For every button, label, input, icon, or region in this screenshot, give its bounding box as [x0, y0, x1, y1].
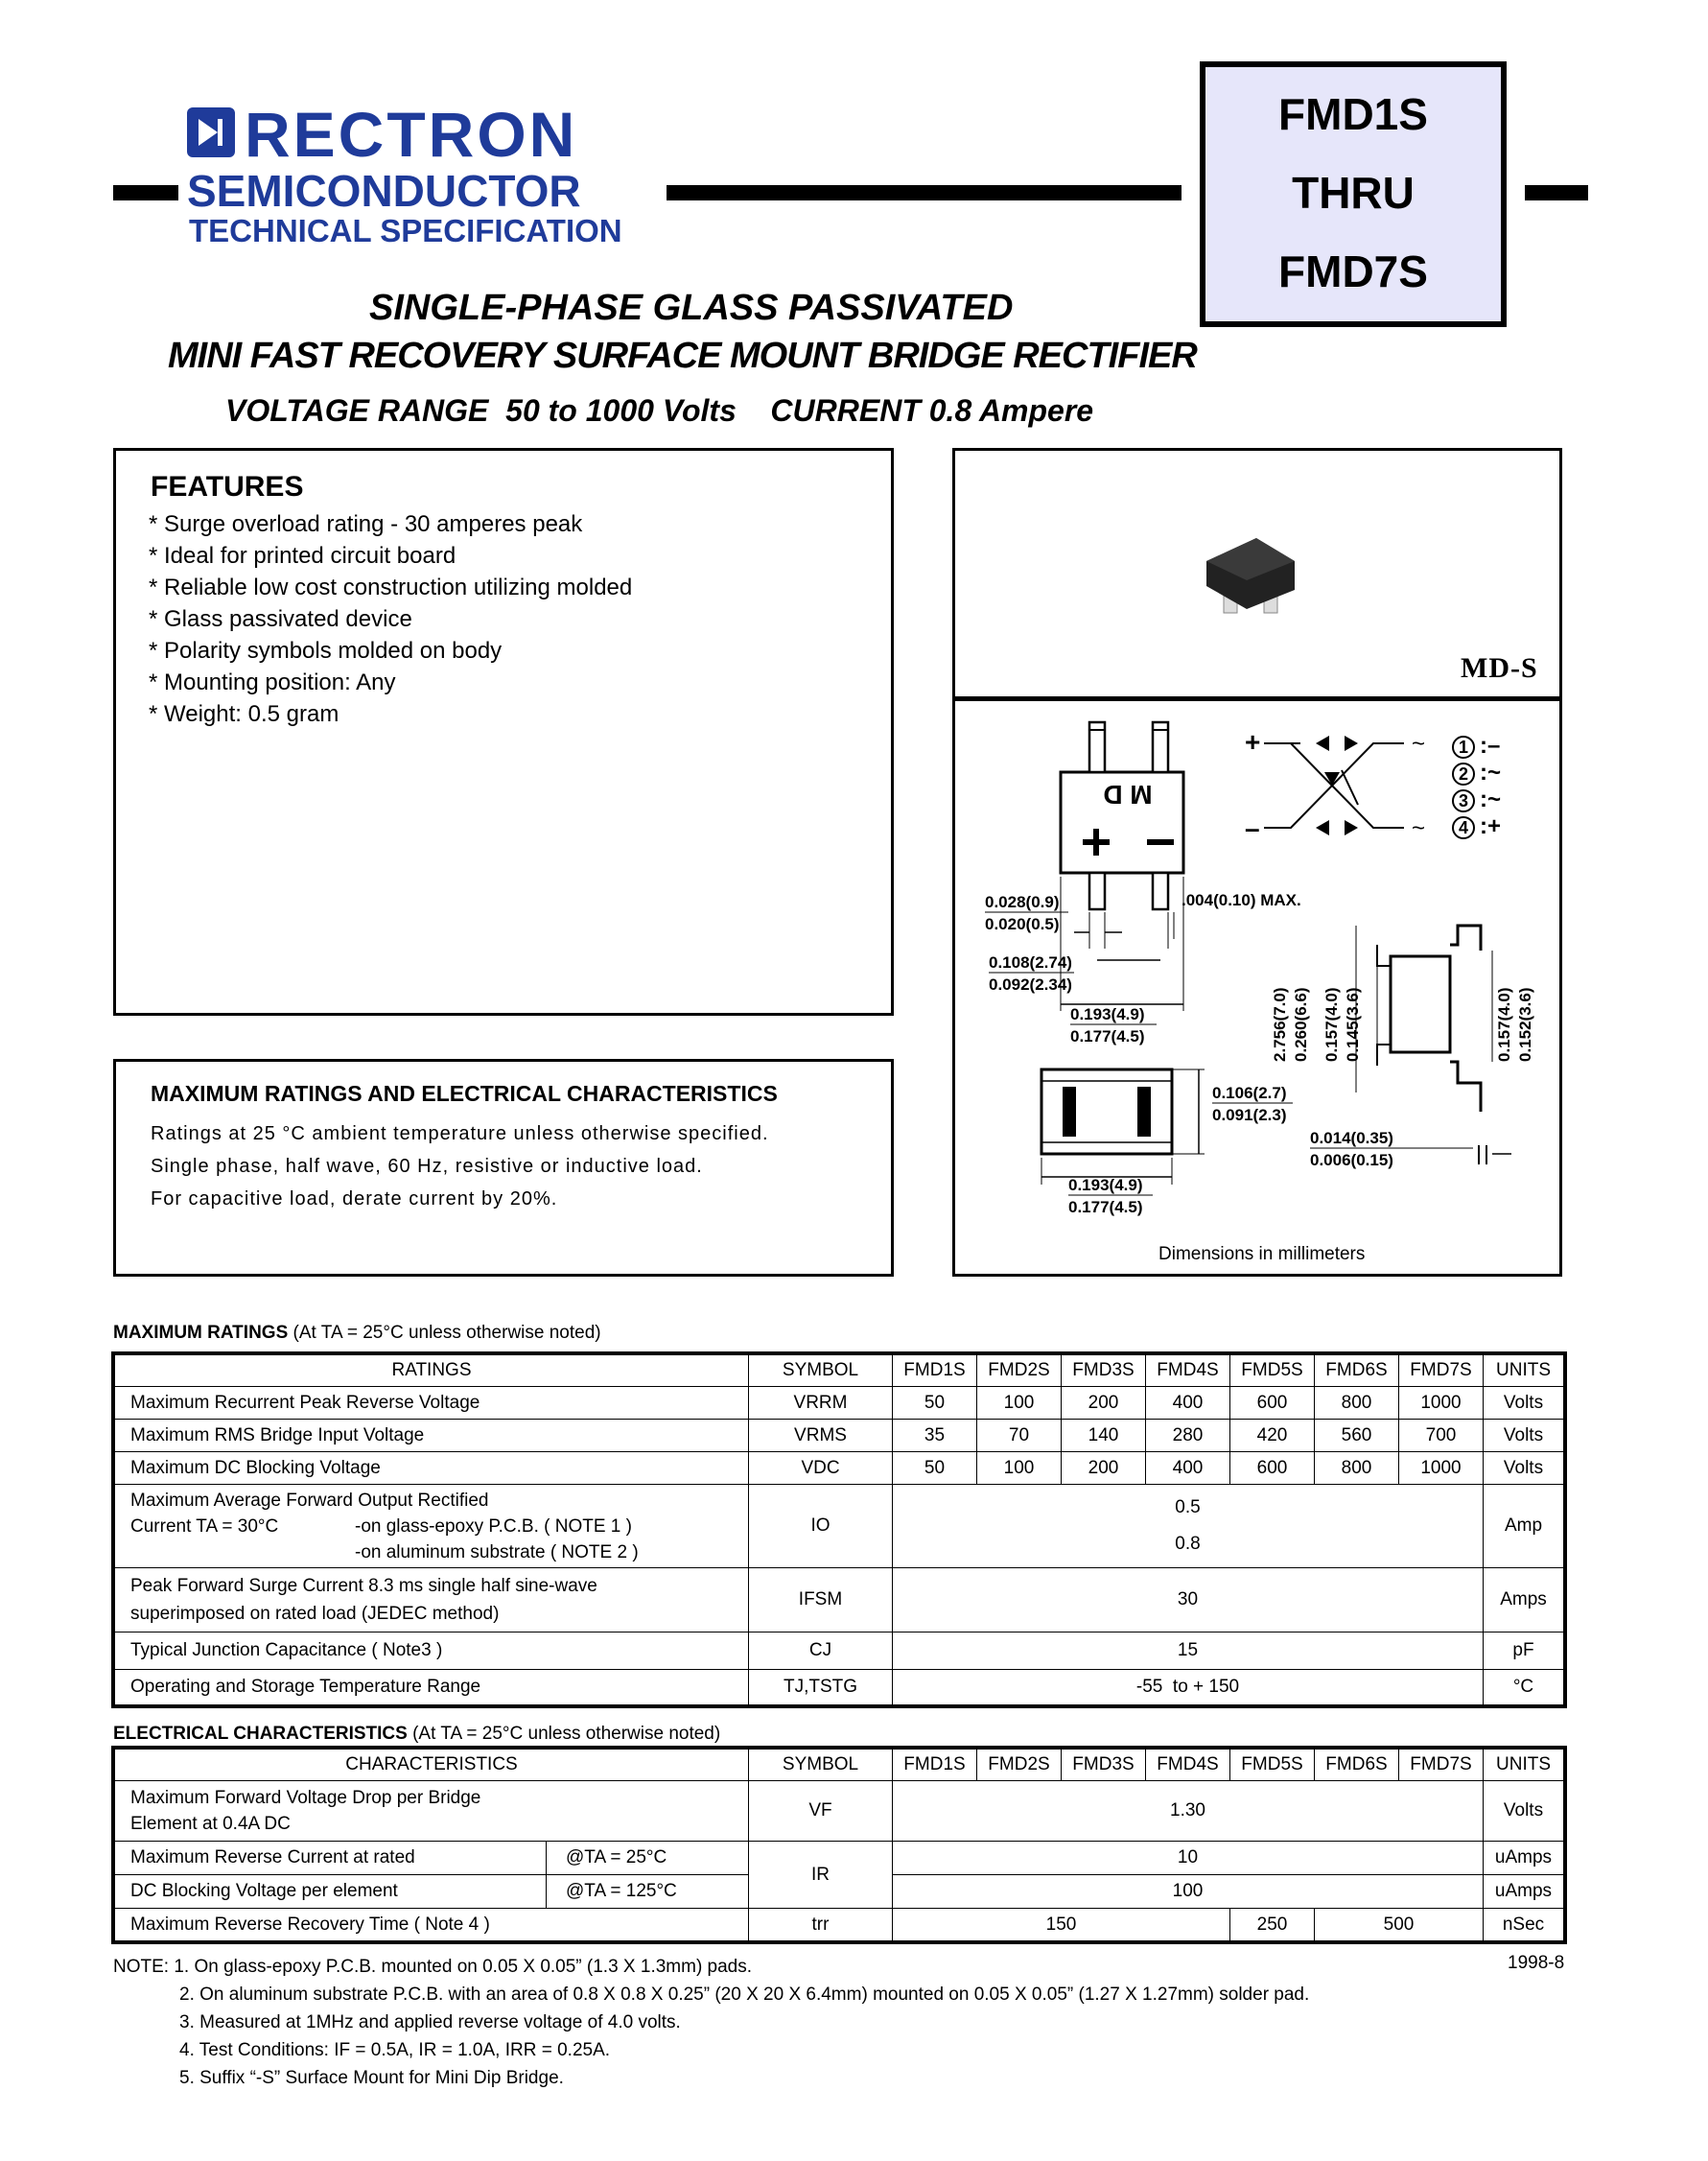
electrical-table: [114, 1749, 1564, 1941]
note-line: 4. Test Conditions: IF = 0.5A, IR = 1.0A, IRR = 0.25A.: [179, 2040, 611, 2060]
cell-value: 35: [893, 1420, 977, 1452]
header-rule-right: [1525, 185, 1588, 200]
title-line-1: SINGLE-PHASE GLASS PASSIVATED: [369, 288, 1014, 328]
cell-value: 420: [1230, 1420, 1315, 1452]
column-header: FMD1S: [893, 1355, 977, 1387]
dim-label: 0.157(4.0): [1322, 987, 1341, 1062]
cell-value: 100: [977, 1387, 1062, 1420]
row-symbol: trr: [749, 1909, 893, 1941]
ratings-intro-text: [151, 1117, 769, 1215]
ratings-intro-line: Single phase, half wave, 60 Hz, resistive or inductive load.: [151, 1156, 703, 1177]
pin-number: 3: [1459, 791, 1469, 810]
row-unit: uAmps: [1484, 1875, 1564, 1909]
dim-label: 0.177(4.5): [1068, 1198, 1143, 1216]
column-header: FMD4S: [1146, 1355, 1230, 1387]
row-unit: °C: [1484, 1670, 1564, 1705]
column-header: FMD4S: [1146, 1750, 1230, 1781]
row-symbol: CJ: [749, 1632, 893, 1670]
ratings-intro-heading: MAXIMUM RATINGS AND ELECTRICAL CHARACTERISTICS: [151, 1081, 778, 1106]
row-label: Maximum Recurrent Peak Reverse Voltage: [115, 1387, 749, 1420]
io-label-line: Current TA = 30°C: [130, 1515, 279, 1537]
table-row: [115, 1485, 1564, 1568]
schematic-ac2: ~: [1412, 815, 1426, 841]
cell-value: 500: [1315, 1909, 1484, 1941]
ratings-caption-bold: MAXIMUM RATINGS: [113, 1323, 289, 1343]
cell-value: 600: [1230, 1452, 1315, 1485]
note-line: 5. Suffix “-S” Surface Mount for Mini Dip Bridge.: [179, 2068, 564, 2088]
bridge-schematic: [1264, 743, 1404, 828]
cell-value: 600: [1230, 1387, 1315, 1420]
io-label-line: -on glass-epoxy P.C.B. ( NOTE 1 ): [355, 1515, 632, 1537]
cell-value: 70: [977, 1420, 1062, 1452]
dim-label: 0.108(2.74): [989, 953, 1072, 972]
dim-label: .004(0.10) MAX.: [1182, 891, 1301, 909]
table-row: [115, 1420, 1564, 1452]
dim-label: 0.260(6.6): [1292, 987, 1310, 1062]
dim-label: 0.152(3.6): [1516, 987, 1534, 1062]
title-line-3: VOLTAGE RANGE 50 to 1000 Volts CURRENT 0.8 Ampere: [225, 393, 1094, 428]
row-label: Maximum DC Blocking Voltage: [115, 1452, 749, 1485]
cell-value: 280: [1146, 1420, 1230, 1452]
dim-label: 0.177(4.5): [1070, 1027, 1145, 1045]
ratings-table-caption: [113, 1323, 601, 1344]
cell-value: 140: [1062, 1420, 1146, 1452]
column-header: FMD2S: [977, 1750, 1062, 1781]
column-header: CHARACTERISTICS: [115, 1750, 749, 1781]
schematic-ac1: ~: [1412, 731, 1426, 757]
column-header: FMD3S: [1062, 1355, 1146, 1387]
pin-symbol: :~: [1480, 787, 1502, 812]
row-symbol: VDC: [749, 1452, 893, 1485]
pin-number: 4: [1459, 818, 1469, 837]
schematic-minus: –: [1245, 813, 1260, 843]
ifsm-label-line: superimposed on rated load (JEDEC method): [130, 1604, 500, 1624]
column-header: SYMBOL: [749, 1750, 893, 1781]
dimension-drawing: [955, 699, 1559, 1236]
pin-number: 1: [1459, 738, 1469, 757]
row-symbol: IO: [749, 1485, 893, 1568]
io-label-line: Maximum Average Forward Output Rectified: [130, 1490, 489, 1511]
ifsm-label-line: Peak Forward Surge Current 8.3 ms single half sine-wave: [130, 1576, 597, 1596]
vf-label-line: Maximum Forward Voltage Drop per Bridge: [130, 1788, 481, 1808]
vf-label-line: Element at 0.4A DC: [130, 1814, 291, 1834]
note-line: 3. Measured at 1MHz and applied reverse voltage of 4.0 volts.: [179, 2012, 681, 2032]
part-number-start: FMD1S: [1278, 89, 1428, 139]
row-label: Typical Junction Capacitance ( Note3 ): [115, 1632, 749, 1670]
row-label: Operating and Storage Temperature Range: [115, 1670, 749, 1705]
dim-label: 0.028(0.9): [985, 893, 1060, 911]
feature-item: * Surge overload rating - 30 amperes peak: [149, 511, 583, 537]
package-photo: [1199, 532, 1304, 619]
feature-item: * Ideal for printed circuit board: [149, 543, 456, 569]
ratings-caption-rest: (At TA = 25°C unless otherwise noted): [288, 1323, 601, 1343]
row-unit: Volts: [1484, 1387, 1564, 1420]
elec-table-caption: [113, 1724, 720, 1745]
dim-label: 0.091(2.3): [1212, 1106, 1287, 1124]
row-symbol: VRRM: [749, 1387, 893, 1420]
column-header: SYMBOL: [749, 1355, 893, 1387]
row-unit: Amps: [1484, 1568, 1564, 1632]
header-rule-left: [113, 185, 178, 200]
column-header: FMD7S: [1399, 1750, 1484, 1781]
elec-caption-rest: (At TA = 25°C unless otherwise noted): [407, 1724, 721, 1744]
cell-value: 200: [1062, 1387, 1146, 1420]
table-row: [115, 1909, 1564, 1941]
cell-value: 800: [1315, 1387, 1399, 1420]
date-code: 1998-8: [1508, 1953, 1565, 1973]
cell-value: 1.30: [893, 1781, 1484, 1842]
table-row: [115, 1568, 1564, 1632]
dim-label: 0.020(0.5): [985, 915, 1060, 933]
column-header: UNITS: [1484, 1750, 1564, 1781]
ratings-intro-line: For capacitive load, derate current by 20%.: [151, 1188, 558, 1210]
row-unit: Volts: [1484, 1420, 1564, 1452]
cell-value: 1000: [1399, 1387, 1484, 1420]
cell-value: 0.8: [1175, 1534, 1201, 1554]
feature-item: * Glass passivated device: [149, 606, 412, 632]
dim-label: 0.193(4.9): [1070, 1005, 1145, 1023]
row-symbol: VF: [749, 1781, 893, 1842]
column-header: FMD6S: [1315, 1355, 1399, 1387]
cell-value: 0.5: [1175, 1497, 1201, 1517]
brand-name: RECTRON: [245, 99, 578, 170]
note-line: NOTE: 1. On glass-epoxy P.C.B. mounted on 0.05 X 0.05” (1.3 X 1.3mm) pads.: [113, 1957, 753, 1977]
features-heading: FEATURES: [151, 471, 304, 503]
row-unit: Amp: [1484, 1485, 1564, 1568]
elec-caption-bold: ELECTRICAL CHARACTERISTICS: [113, 1724, 408, 1744]
package-name: MD-S: [1461, 652, 1538, 684]
row-condition: @TA = 25°C: [547, 1842, 749, 1875]
doc-type: TECHNICAL SPECIFICATION: [189, 213, 622, 248]
table-row: [115, 1632, 1564, 1670]
io-values: [893, 1485, 1484, 1568]
schematic-plus: +: [1245, 727, 1261, 757]
feature-item: * Mounting position: Any: [149, 669, 396, 695]
column-header: RATINGS: [115, 1355, 749, 1387]
feature-item: * Reliable low cost construction utilizing molded: [149, 575, 633, 600]
cell-value: 400: [1146, 1387, 1230, 1420]
note-line: 2. On aluminum substrate P.C.B. with an area of 0.8 X 0.8 X 0.25” (20 X 20 X 6.4mm) mounted on 0.05 X 0.05” (1.27 X 1.27mm) solder pad.: [179, 1985, 1310, 2005]
brand-subtitle: SEMICONDUCTOR: [187, 166, 581, 216]
column-header: FMD3S: [1062, 1750, 1146, 1781]
dim-label: 0.092(2.34): [989, 975, 1072, 994]
cell-value: 250: [1230, 1909, 1315, 1941]
rectron-logo-icon: [187, 107, 235, 157]
column-header: FMD5S: [1230, 1355, 1315, 1387]
row-label: DC Blocking Voltage per element: [115, 1875, 547, 1909]
dim-label: 2.756(7.0): [1271, 987, 1289, 1062]
row-label: Maximum Reverse Recovery Time ( Note 4 ): [115, 1909, 749, 1941]
cell-value: 30: [893, 1568, 1484, 1632]
row-unit: nSec: [1484, 1909, 1564, 1941]
cell-value: 10: [893, 1842, 1484, 1875]
row-unit: pF: [1484, 1632, 1564, 1670]
row-label: Maximum Reverse Current at rated: [115, 1842, 547, 1875]
title-line-2: MINI FAST RECOVERY SURFACE MOUNT BRIDGE RECTIFIER: [168, 336, 1197, 376]
cell-value: 100: [977, 1452, 1062, 1485]
cell-value: 700: [1399, 1420, 1484, 1452]
row-symbol: IR: [749, 1842, 893, 1909]
cell-value: 50: [893, 1452, 977, 1485]
pin-symbol: :+: [1480, 813, 1502, 839]
column-header: FMD1S: [893, 1750, 977, 1781]
header-rule-middle: [667, 185, 1182, 200]
dimensions-note: Dimensions in millimeters: [1158, 1244, 1366, 1264]
cell-value: 560: [1315, 1420, 1399, 1452]
cell-value: -55 to + 150: [893, 1670, 1484, 1705]
pin-symbol: :–: [1480, 733, 1501, 759]
cell-value: 1000: [1399, 1452, 1484, 1485]
table-header-row: [115, 1750, 1564, 1781]
cell-value: 800: [1315, 1452, 1399, 1485]
dim-label: 0.014(0.35): [1310, 1129, 1393, 1147]
table-row: [115, 1387, 1564, 1420]
ratings-intro-line: Ratings at 25 °C ambient temperature unless otherwise specified.: [151, 1123, 769, 1144]
package-body-marking: M D: [1103, 780, 1153, 810]
part-number-box: [1200, 61, 1507, 327]
row-label: [115, 1485, 749, 1568]
row-unit: Volts: [1484, 1452, 1564, 1485]
row-symbol: IFSM: [749, 1568, 893, 1632]
row-unit: Volts: [1484, 1781, 1564, 1842]
cell-value: 400: [1146, 1452, 1230, 1485]
ratings-table: [114, 1354, 1564, 1705]
dim-label: 0.193(4.9): [1068, 1176, 1143, 1194]
dim-label: 0.145(3.6): [1344, 987, 1362, 1062]
table-row: [115, 1452, 1564, 1485]
row-symbol: TJ,TSTG: [749, 1670, 893, 1705]
row-label: Maximum RMS Bridge Input Voltage: [115, 1420, 749, 1452]
row-condition: @TA = 125°C: [547, 1875, 749, 1909]
row-label: [115, 1568, 749, 1632]
cell-value: 15: [893, 1632, 1484, 1670]
cell-value: 100: [893, 1875, 1484, 1909]
feature-item: * Weight: 0.5 gram: [149, 701, 339, 727]
row-unit: uAmps: [1484, 1842, 1564, 1875]
table-row: [115, 1781, 1564, 1842]
cell-value: 50: [893, 1387, 977, 1420]
part-number-thru: THRU: [1292, 168, 1415, 218]
table-header-row: [115, 1355, 1564, 1387]
part-number-end: FMD7S: [1278, 247, 1428, 296]
features-list: [149, 508, 632, 730]
feature-item: * Polarity symbols molded on body: [149, 638, 503, 664]
io-label-line: -on aluminum substrate ( NOTE 2 ): [355, 1541, 639, 1562]
column-header: FMD2S: [977, 1355, 1062, 1387]
cell-value: 150: [893, 1909, 1230, 1941]
dim-label: 0.006(0.15): [1310, 1151, 1393, 1169]
column-header: FMD6S: [1315, 1750, 1399, 1781]
pin-number: 2: [1459, 764, 1469, 784]
cell-value: 200: [1062, 1452, 1146, 1485]
dim-label: 0.157(4.0): [1495, 987, 1513, 1062]
pin-symbol: :~: [1480, 760, 1502, 786]
notes: [113, 1953, 1309, 2092]
row-symbol: VRMS: [749, 1420, 893, 1452]
dim-label: 0.106(2.7): [1212, 1084, 1287, 1102]
row-label: [115, 1781, 749, 1842]
column-header: UNITS: [1484, 1355, 1564, 1387]
table-row: [115, 1670, 1564, 1705]
column-header: FMD5S: [1230, 1750, 1315, 1781]
table-row: [115, 1842, 1564, 1875]
column-header: FMD7S: [1399, 1355, 1484, 1387]
